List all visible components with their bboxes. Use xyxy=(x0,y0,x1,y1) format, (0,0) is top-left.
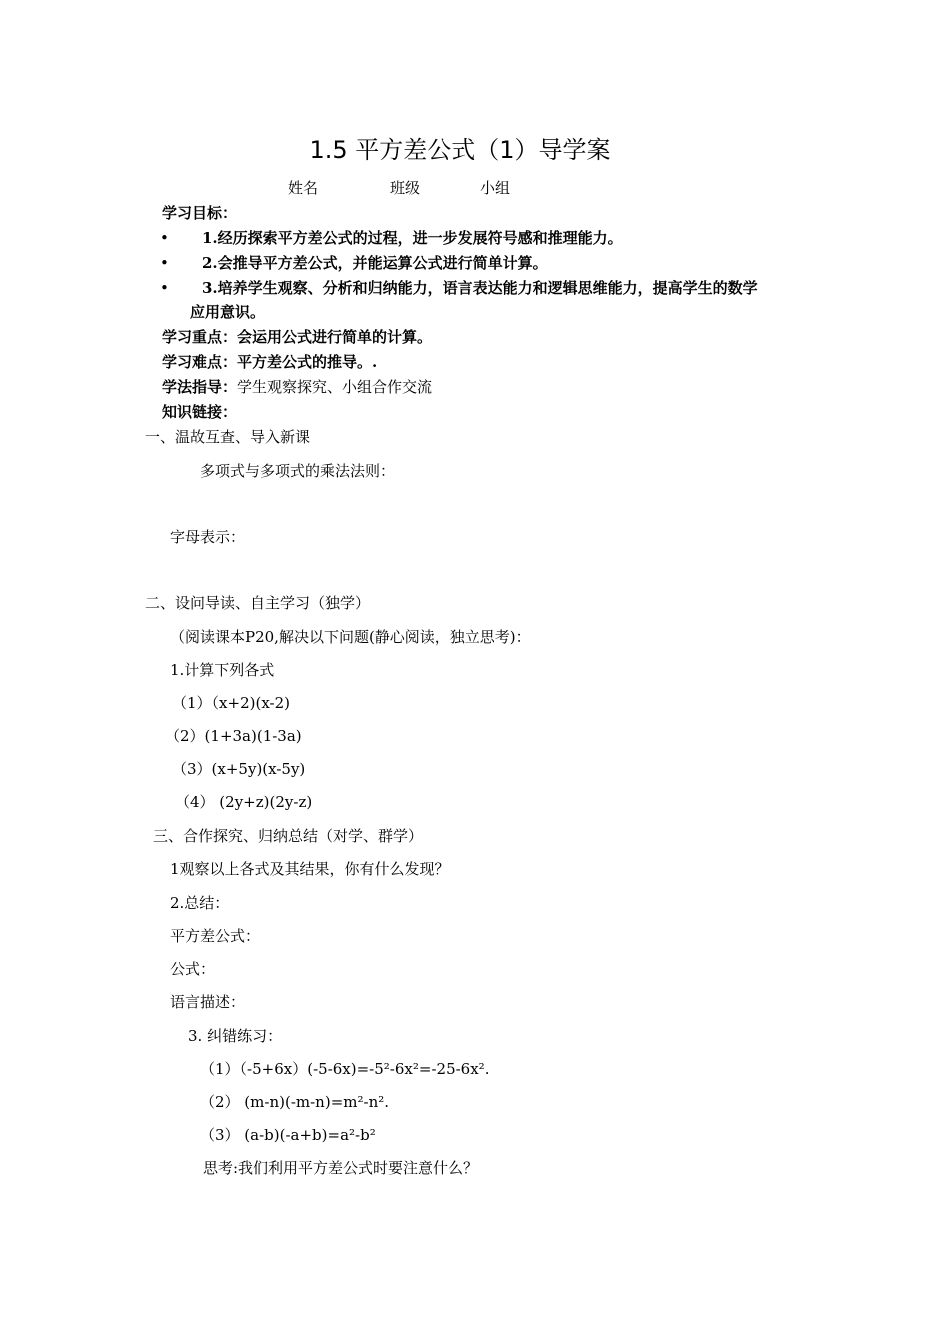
correction-item-3: （3） (a-b)(-a+b)=a²-b² xyxy=(200,1126,376,1144)
difficulty-label: 学习难点： xyxy=(162,353,238,371)
section1-letters: 字母表示： xyxy=(170,528,246,546)
section1-heading: 一、温故互查、导入新课 xyxy=(145,428,311,446)
calc-item-1: （1）（x+2)(x-2) xyxy=(172,694,290,712)
group-field-label: 小组 xyxy=(480,179,511,197)
section1-rule: 多项式与多项式的乘法法则： xyxy=(200,462,396,480)
section2-instruction: （阅读课本P20,解决以下问题(静心阅读，独立思考)： xyxy=(170,628,531,646)
difficulty-row xyxy=(162,352,377,372)
bullet-marker: • xyxy=(160,279,169,297)
difficulty-text: 平方差公式的推导。. xyxy=(237,353,378,371)
correction-item-1: （1）（-5+6x）(-5-6x)=-5²-6x²=-25-6x². xyxy=(200,1060,490,1078)
section3-observe: 1观察以上各式及其结果，你有什么发现？ xyxy=(170,860,450,878)
objective-item-3: 3.培养学生观察、分析和归纳能力，语言表达能力和逻辑思维能力，提高学生的数学 xyxy=(202,279,758,297)
name-field-label: 姓名 xyxy=(288,179,319,197)
think-question: 思考:我们利用平方差公式时要注意什么？ xyxy=(203,1159,479,1177)
section3-summary: 2.总结： xyxy=(170,894,230,912)
bullet-marker: • xyxy=(160,229,169,247)
calc-item-4: （4） (2y+z)(2y-z) xyxy=(175,793,313,811)
method-text: 学生观察探究、小组合作交流 xyxy=(237,378,433,396)
key-point-row xyxy=(162,327,432,347)
section3-heading: 三、合作探究、归纳总结（对学、群学） xyxy=(153,827,424,845)
objective-item-1: 1.经历探索平方差公式的过程，进一步发展符号感和推理能力。 xyxy=(202,229,623,247)
bullet-marker: • xyxy=(160,254,169,272)
method-row xyxy=(162,377,432,397)
language-description-label: 语言描述： xyxy=(170,993,246,1011)
correction-item-2: （2） (m-n)(-m-n)=m²-n². xyxy=(200,1093,390,1111)
calc-item-2: （2）(1+3a)(1-3a) xyxy=(165,727,302,745)
class-field-label: 班级 xyxy=(390,179,421,197)
page-title: 1.5 平方差公式（1）导学案 xyxy=(309,136,611,164)
objectives-heading: 学习目标： xyxy=(162,204,238,222)
key-point-text: 会运用公式进行简单的计算。 xyxy=(237,328,433,346)
objective-item-2: 2.会推导平方差公式，并能运算公式进行简单计算。 xyxy=(202,254,548,272)
knowledge-link-heading: 知识链接： xyxy=(162,403,238,421)
section2-heading: 二、设问导读、自主学习（独学） xyxy=(145,594,371,612)
section2-question-1: 1.计算下列各式 xyxy=(170,661,275,679)
correction-heading: 3. 纠错练习： xyxy=(188,1027,283,1045)
key-point-label: 学习重点： xyxy=(162,328,238,346)
calc-item-3: （3）(x+5y)(x-5y) xyxy=(172,760,306,778)
objective-item-3-continued: 应用意识。 xyxy=(190,303,266,321)
method-label: 学法指导： xyxy=(162,378,238,396)
formula-title: 平方差公式： xyxy=(170,927,261,945)
formula-label: 公式： xyxy=(170,960,216,978)
